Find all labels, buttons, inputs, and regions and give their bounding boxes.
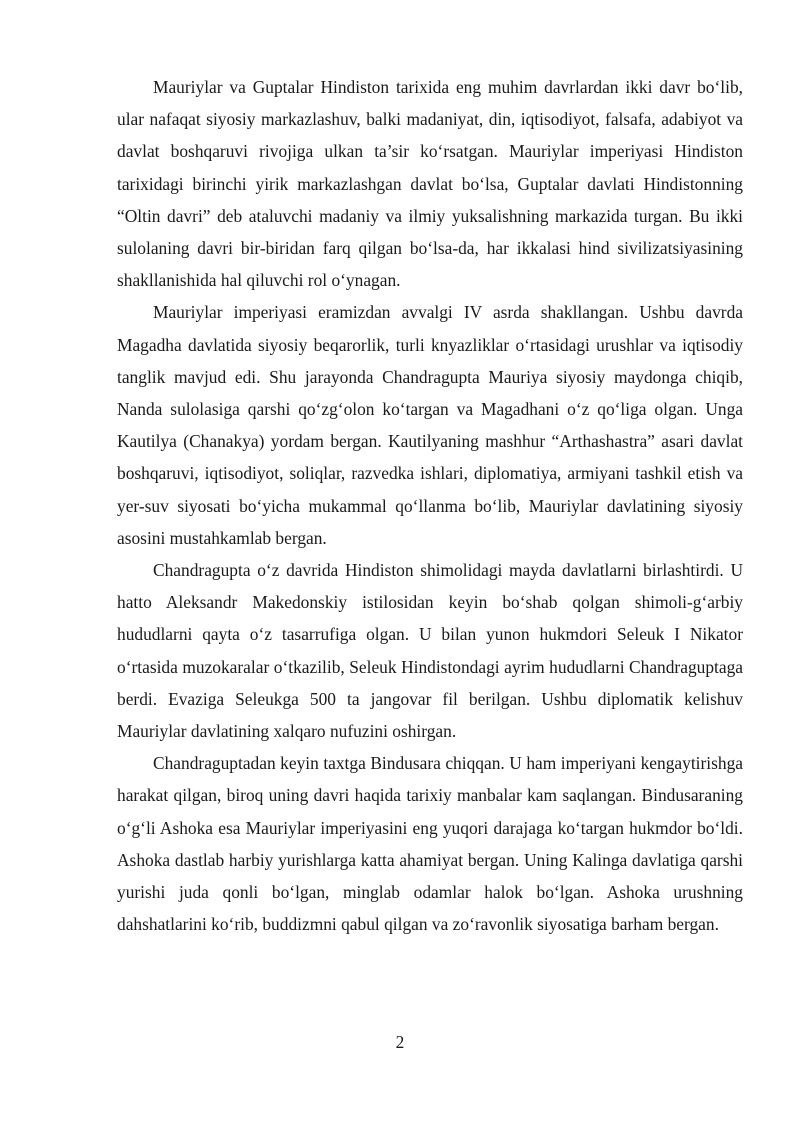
body-text <box>117 71 743 940</box>
paragraph-2: Mauriylar imperiyasi eramizdan avvalgi IV asrda shakllangan. Ushbu davrda Magadha davlatida siyosiy beqarorlik, turli knyazliklar o‘rtasidagi urushlar va iqtisodiy tanglik mavjud edi. Shu jarayonda Chandragupta Mauriya siyosiy maydonga chiqib, Nanda sulolasiga qarshi qo‘zg‘olon ko‘targan va Magadhani o‘z qo‘liga olgan. Unga Kautilya (Chanakya) yordam bergan. Kautilyaning mashhur “Arthashastra” asari davlat boshqaruvi, iqtisodiyot, soliqlar, razvedka ishlari, diplomatiya, armiyani tashkil etish va yer-suv siyosati bo‘yicha mukammal qo‘llanma bo‘lib, Mauriylar davlatining siyosiy asosini mustahkamlab bergan. <box>117 302 743 548</box>
paragraph-3: Chandragupta o‘z davrida Hindiston shimolidagi mayda davlatlarni birlashtirdi. U hatto Aleksandr Makedonskiy istilosidan keyin bo‘shab qolgan shimoli-g‘arbiy hududlarni qayta o‘z tasarrufiga olgan. U bilan yunon hukmdori Seleuk I Nikator o‘rtasida muzokaralar o‘tkazilib, Seleuk Hindistondagi ayrim hududlarni Chandraguptaga berdi. Evaziga Seleukga 500 ta jangovar fil berilgan. Ushbu diplomatik kelishuv Mauriylar davlatining xalqaro nufuzini oshirgan. <box>117 560 743 742</box>
page-number: 2 <box>395 1032 405 1052</box>
paragraph-4: Chandraguptadan keyin taxtga Bindusara chiqqan. U ham imperiyani kengaytirishga harakat qilgan, biroq uning davri haqida tarixiy manbalar kam saqlangan. Bindusaraning o‘g‘li Ashoka esa Mauriylar imperiyasini eng yuqori darajaga ko‘targan hukmdor bo‘ldi. Ashoka dastlab harbiy yurishlarga katta ahamiyat bergan. Uning Kalinga davlatiga qarshi yurishi juda qonli bo‘lgan, minglab odamlar halok bo‘lgan. Ashoka urushning dahshatlarini ko‘rib, buddizmni qabul qilgan va zo‘ravonlik siyosatiga barham bergan. <box>117 753 743 935</box>
paragraph-1: Mauriylar va Guptalar Hindiston tarixida eng muhim davrlardan ikki davr bo‘lib, ular nafaqat siyosiy markazlashuv, balki madaniyat, din, iqtisodiyot, falsafa, adabiyot va davlat boshqaruvi rivojiga ulkan ta’sir ko‘rsatgan. Mauriylar imperiyasi Hindiston tarixidagi birinchi yirik markazlashgan davlat bo‘lsa, Guptalar davlati Hindistonning “Oltin davri” deb ataluvchi madaniy va ilmiy yuksalishning markazida turgan. Bu ikki sulolaning davri bir-biridan farq qilgan bo‘lsa-da, har ikkalasi hind sivilizatsiyasining shakllanishida hal qiluvchi rol o‘ynagan. <box>117 77 743 291</box>
